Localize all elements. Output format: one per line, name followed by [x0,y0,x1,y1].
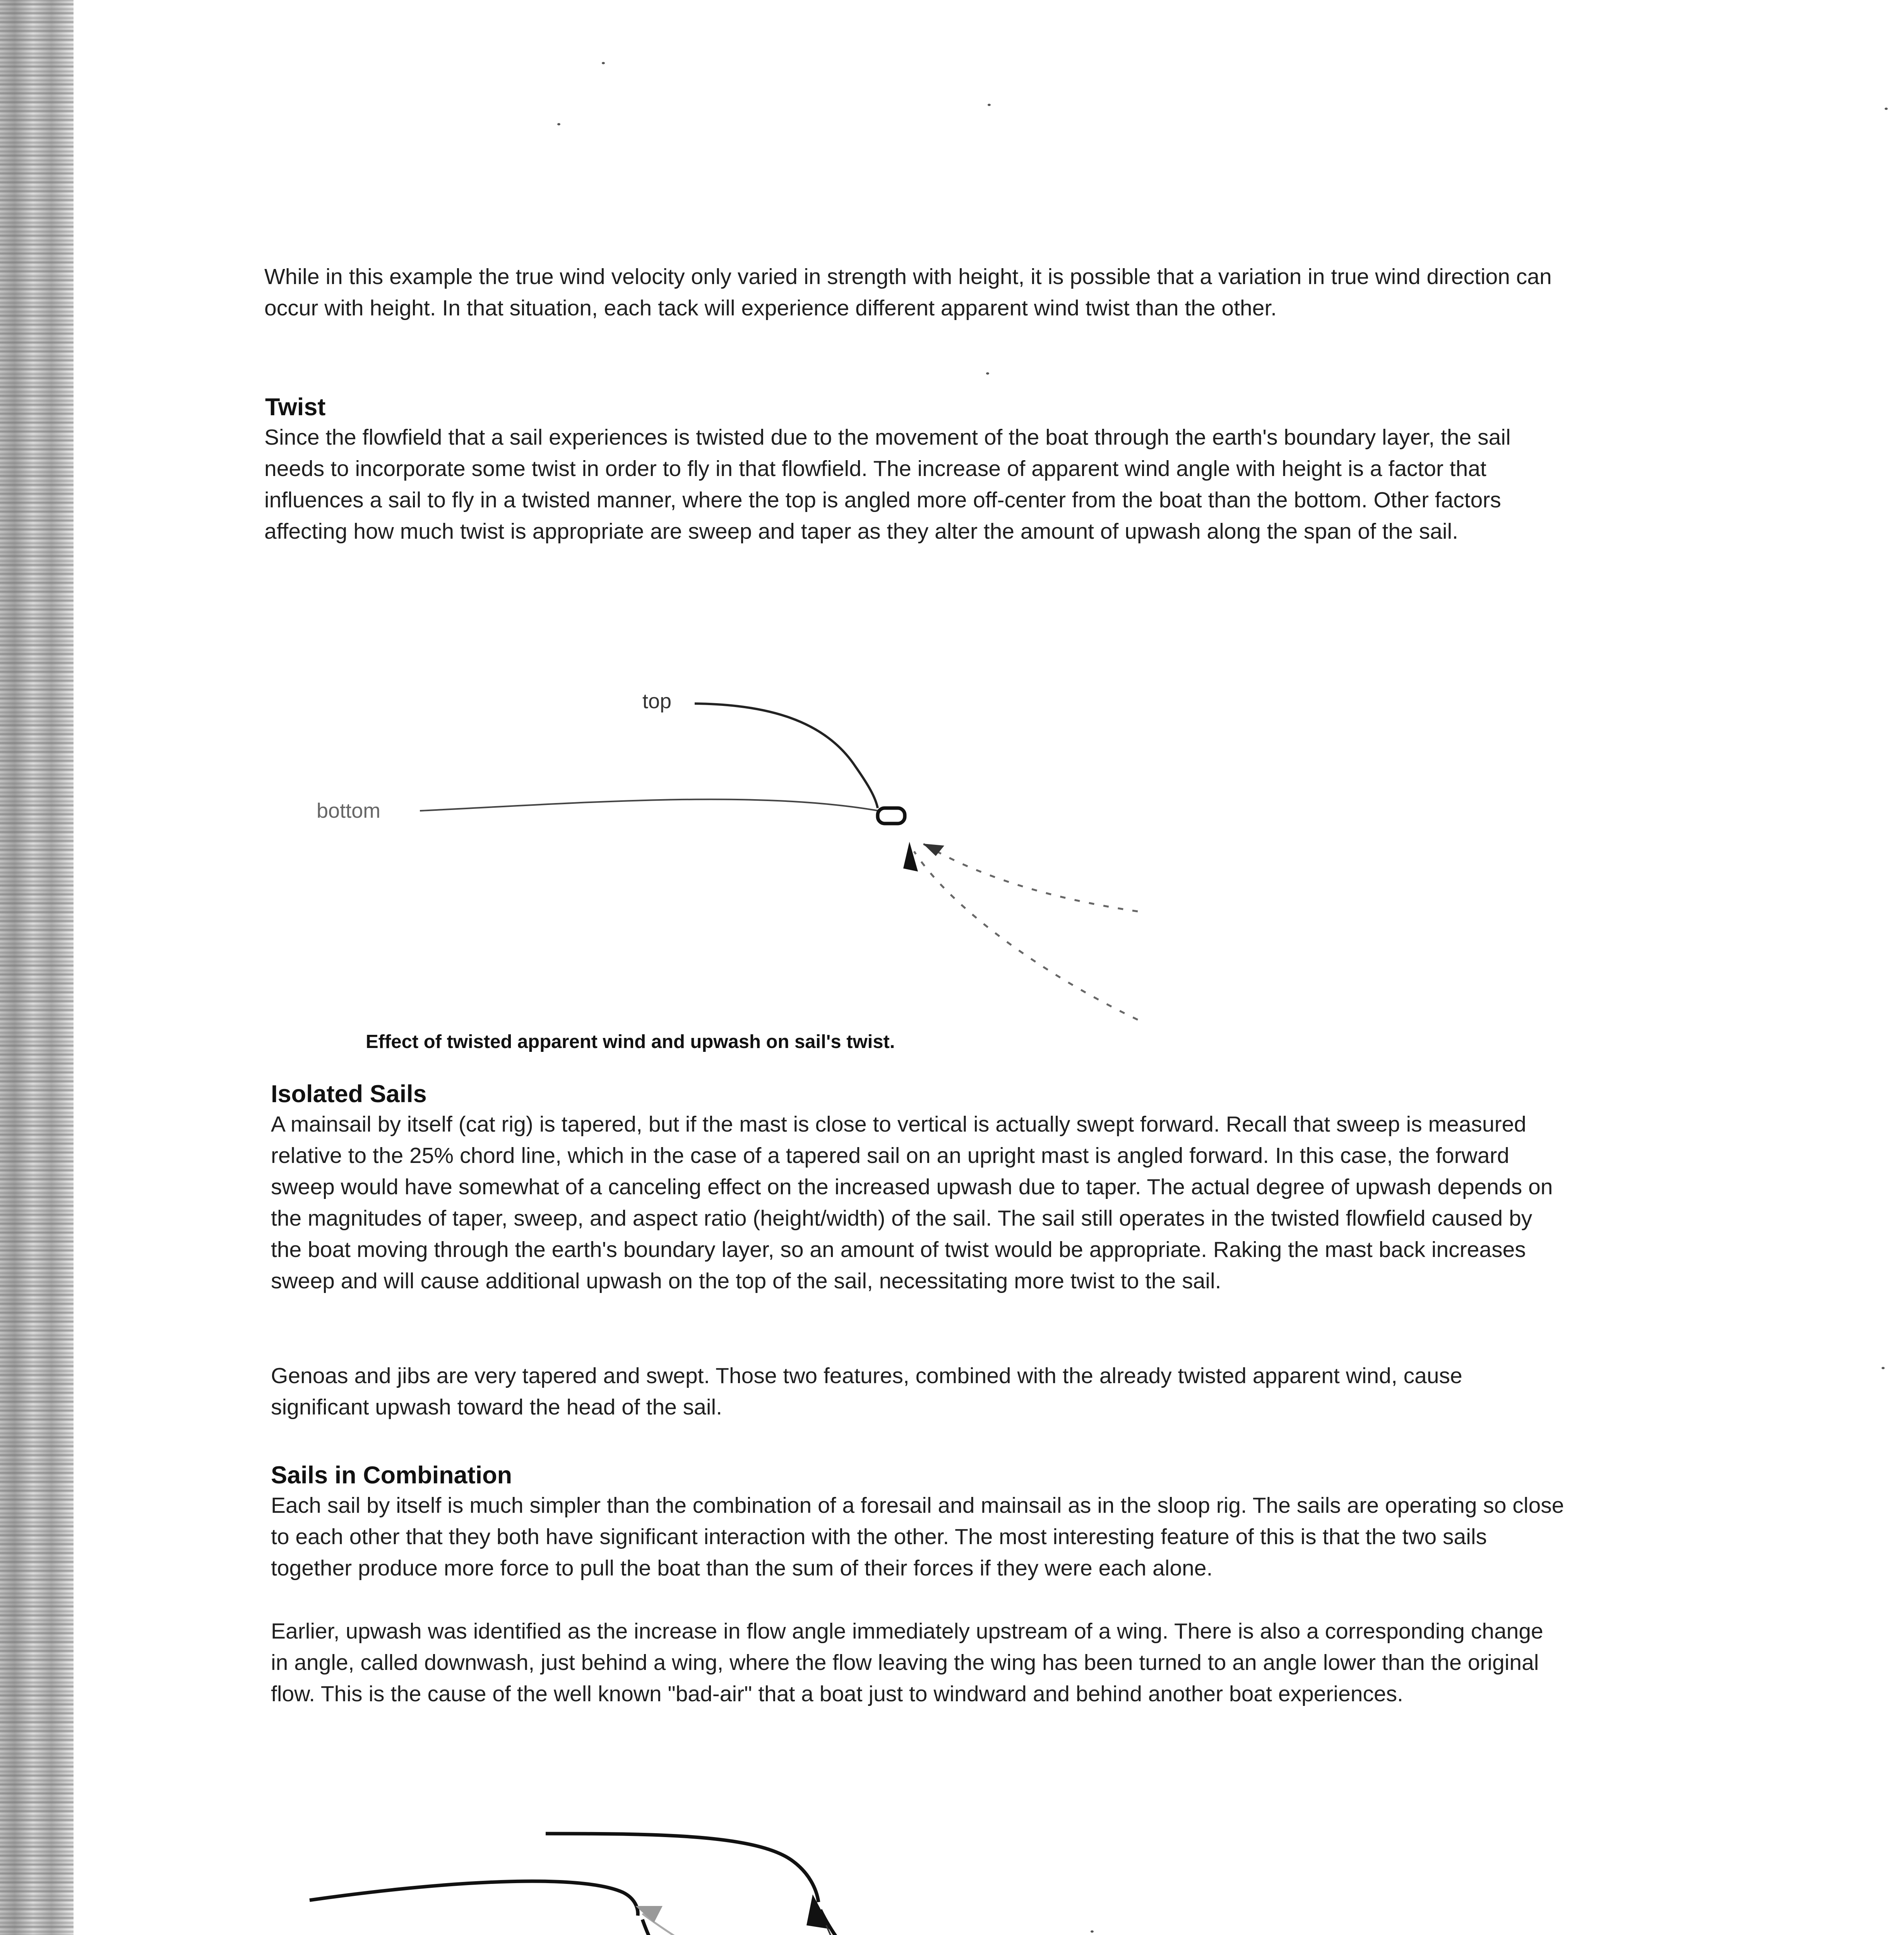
twist-paragraph: Since the flowfield that a sail experiences is twisted due to the movement of the boat through the earth's boundary layer, the sail needs to incorporate some twist in order to fly in that flowfield. The increase of apparent wind angle with height is a factor that influences a sail to fly in a twisted manner, where the top is angled more off-center from the boat than the bottom. Other factors affecting how much twist is appropriate are sweep and taper as they alter the amount of upwash along the span of the sail. [264,425,1511,544]
intro-paragraph: While in this example the true wind velocity only varied in strength with height, it is possible that a variation in true wind direction can occur with height. In that situation, each tack will experience different apparent wind twist than the other. [264,264,1552,320]
twist-heading: Twist [265,394,326,421]
figure1-label-bottom: bottom [317,799,381,822]
figure1-caption: Effect of twisted apparent wind and upwash on sail's twist. [366,1031,895,1052]
combination-paragraph-2: Earlier, upwash was identified as the increase in flow angle immediately upstream of a wing. There is also a corresponding change in angle, called downwash, just behind a wing, where the flow leaving the wing has been turned to an angle lower than the original flow. This is the cause of the well known "bad-air" that a boat just to windward and behind another boat experiences. [271,1619,1543,1706]
isolated-heading: Isolated Sails [271,1081,427,1108]
mainsail-flow-line [546,1834,818,1902]
figure1-label-top: top [642,690,672,713]
isolated-paragraph-2: Genoas and jibs are very tapered and swept. Those two features, combined with the already twisted apparent wind, cause significant upwash toward the head of the sail. [271,1363,1462,1420]
isolated-paragraph-1: A mainsail by itself (cat rig) is tapered, but if the mast is close to vertical is actually swept forward. Recall that sweep is measured relative to the 25% chord line, which in the case of a tapered sail on an upright mast is angled forward. In this case, the forward sweep would have somewhat of a canceling effect on the increased upwash due to taper. The actual degree of upwash depends on the magnitudes of taper, sweep, and aspect ratio (height/width) of the sail. The sail still operates in the twisted flowfield caused by the boat moving through the earth's boundary layer, so an amount of twist would be appropriate. Raking the mast back increases sweep and will cause additional upwash on the top of the sail, necessitating more twist to the sail. [271,1112,1553,1293]
combination-paragraph-1: Each sail by itself is much simpler than the combination of a foresail and mainsail as in the sloop rig. The sails are operating so close to each other that they both have significant interaction with the other. The most interesting feature of this is that the two sails together produce more force to pull the boat than the sum of their forces if they were each alone. [271,1493,1564,1581]
with-mainsail-arrow [826,1925,1006,1935]
combination-heading: Sails in Combination [271,1462,512,1489]
without-mainsail-arrow [820,1910,1014,1935]
foresail-flow-line [310,1881,638,1916]
